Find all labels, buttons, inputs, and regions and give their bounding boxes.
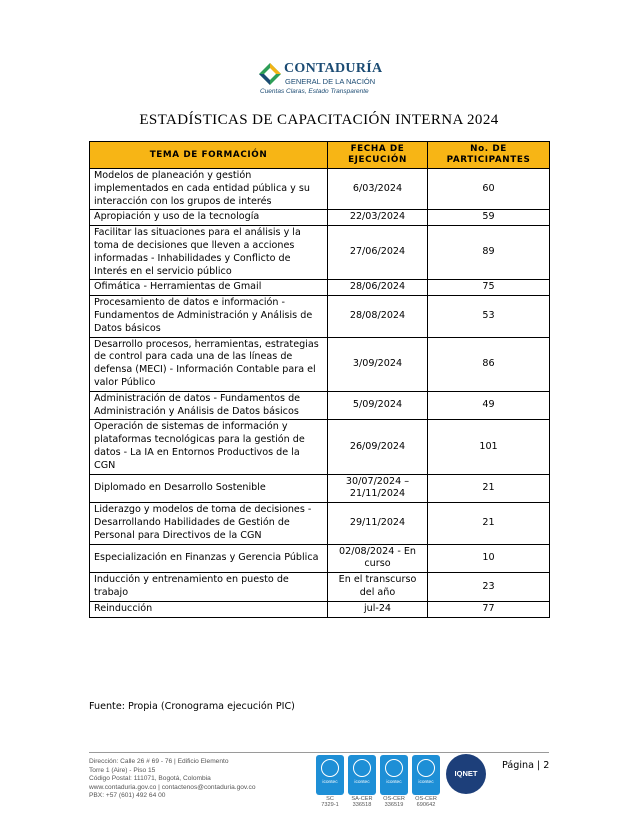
table-row <box>90 573 550 602</box>
table-row <box>90 601 550 617</box>
cell-participantes: 53 <box>428 296 550 337</box>
cell-fecha: 27/06/2024 <box>328 226 428 280</box>
cell-participantes: 23 <box>428 573 550 602</box>
table-row <box>90 544 550 573</box>
cell-fecha: 02/08/2024 - En curso <box>328 544 428 573</box>
certification-badge <box>412 755 440 811</box>
document-title: ESTADÍSTICAS DE CAPACITACIÓN INTERNA 2024 <box>139 112 499 128</box>
icontec-icon: icontec <box>348 755 376 795</box>
cell-tema: Apropiación y uso de la tecnología <box>90 210 328 226</box>
cell-fecha: 22/03/2024 <box>328 210 428 226</box>
cell-participantes: 89 <box>428 226 550 280</box>
icontec-icon: icontec <box>412 755 440 795</box>
cell-fecha: 28/06/2024 <box>328 280 428 296</box>
cell-tema: Especialización en Finanzas y Gerencia Pública <box>90 544 328 573</box>
cell-fecha: 30/07/2024 – 21/11/2024 <box>328 474 428 503</box>
cert-code: SA-CER 336518 <box>351 796 373 809</box>
certification-badge <box>316 755 344 811</box>
table-row <box>90 337 550 391</box>
cell-tema: Procesamiento de datos e información - Fundamentos de Administración y Análisis de Datos básicos <box>90 296 328 337</box>
source-note: Fuente: Propia (Cronograma ejecución PIC) <box>89 701 295 712</box>
cert-code: OS-CER 336519 <box>383 796 405 809</box>
address-line: Dirección: Calle 26 # 69 - 76 | Edificio Elemento <box>89 758 229 765</box>
certification-badge <box>380 755 408 811</box>
cell-tema: Operación de sistemas de información y plataformas tecnológicas para la gestión de datos - La IA en Entornos Productivos de la CGN <box>90 420 328 474</box>
cell-fecha: 3/09/2024 <box>328 337 428 391</box>
cell-participantes: 21 <box>428 503 550 544</box>
table-row <box>90 420 550 474</box>
table-row <box>90 503 550 544</box>
table-body <box>90 169 550 618</box>
cell-fecha: jul-24 <box>328 601 428 617</box>
header-fecha: FECHA DE EJECUCIÓN <box>328 142 428 169</box>
table-row <box>90 169 550 210</box>
cell-fecha: En el transcurso del año <box>328 573 428 602</box>
header-tema: TEMA DE FORMACIÓN <box>90 142 328 169</box>
cell-participantes: 59 <box>428 210 550 226</box>
cgn-logo-icon <box>258 62 282 86</box>
address-line: Torre 1 (Aire) - Piso 15 <box>89 766 156 774</box>
table-row <box>90 296 550 337</box>
table-row <box>90 226 550 280</box>
cell-participantes: 60 <box>428 169 550 210</box>
table-row <box>90 474 550 503</box>
cell-participantes: 86 <box>428 337 550 391</box>
cell-fecha: 5/09/2024 <box>328 391 428 420</box>
logo-tagline: Cuentas Claras, Estado Transparente <box>260 88 369 95</box>
cgn-logo <box>258 60 386 98</box>
page-number: Página | 2 <box>502 760 550 771</box>
icontec-icon: icontec <box>380 755 408 795</box>
cell-fecha: 29/11/2024 <box>328 503 428 544</box>
iqnet-icon: IQNET <box>446 754 486 794</box>
cell-participantes: 21 <box>428 474 550 503</box>
table-header-row <box>90 142 550 169</box>
cell-fecha: 28/08/2024 <box>328 296 428 337</box>
cell-tema: Ofimática - Herramientas de Gmail <box>90 280 328 296</box>
icontec-icon: icontec <box>316 755 344 795</box>
cell-tema: Facilitar las situaciones para el análisis y la toma de decisiones que lleven a acciones informadas - Inhabilidades y Conflicto de Interés en el servicio público <box>90 226 328 280</box>
cell-tema: Modelos de planeación y gestión implementados en cada entidad pública y su interacción con los grupos de interés <box>90 169 328 210</box>
cell-fecha: 6/03/2024 <box>328 169 428 210</box>
logo-subtitle: GENERAL DE LA NACIÓN <box>285 77 376 86</box>
cell-fecha: 26/09/2024 <box>328 420 428 474</box>
cert-code: OS-CER 690642 <box>415 796 437 809</box>
cell-participantes: 101 <box>428 420 550 474</box>
address-line: Código Postal: 111071, Bogotá, Colombia <box>89 775 211 783</box>
cell-participantes: 10 <box>428 544 550 573</box>
cell-participantes: 49 <box>428 391 550 420</box>
table-row <box>90 210 550 226</box>
address-line: PBX: +57 (601) 492 64 00 <box>89 792 166 800</box>
cell-tema: Reinducción <box>90 601 328 617</box>
cell-tema: Desarrollo procesos, herramientas, estrategias de control para cada una de las líneas de defensa (MECI) - Información Contable para el valor Público <box>90 337 328 391</box>
cert-code: SC 7329-1 <box>321 796 339 809</box>
table-row <box>90 280 550 296</box>
cell-tema: Administración de datos - Fundamentos de Administración y Análisis de Datos básicos <box>90 391 328 420</box>
logo-title: CONTADURÍA <box>284 61 383 76</box>
address-line: www.contaduria.gov.co | contactenos@contaduria.gov.co <box>89 783 256 791</box>
header-participantes: No. DE PARTICIPANTES <box>428 142 550 169</box>
cell-tema: Inducción y entrenamiento en puesto de trabajo <box>90 573 328 602</box>
cell-tema: Liderazgo y modelos de toma de decisiones - Desarrollando Habilidades de Gestión de Personal para Directivos de la CGN <box>90 503 328 544</box>
cell-participantes: 75 <box>428 280 550 296</box>
certification-badge <box>348 755 376 811</box>
training-stats-table <box>89 141 550 618</box>
cell-participantes: 77 <box>428 601 550 617</box>
cell-tema: Diplomado en Desarrollo Sostenible <box>90 474 328 503</box>
footer-address <box>89 758 256 801</box>
footer-divider <box>89 752 549 753</box>
table-row <box>90 391 550 420</box>
